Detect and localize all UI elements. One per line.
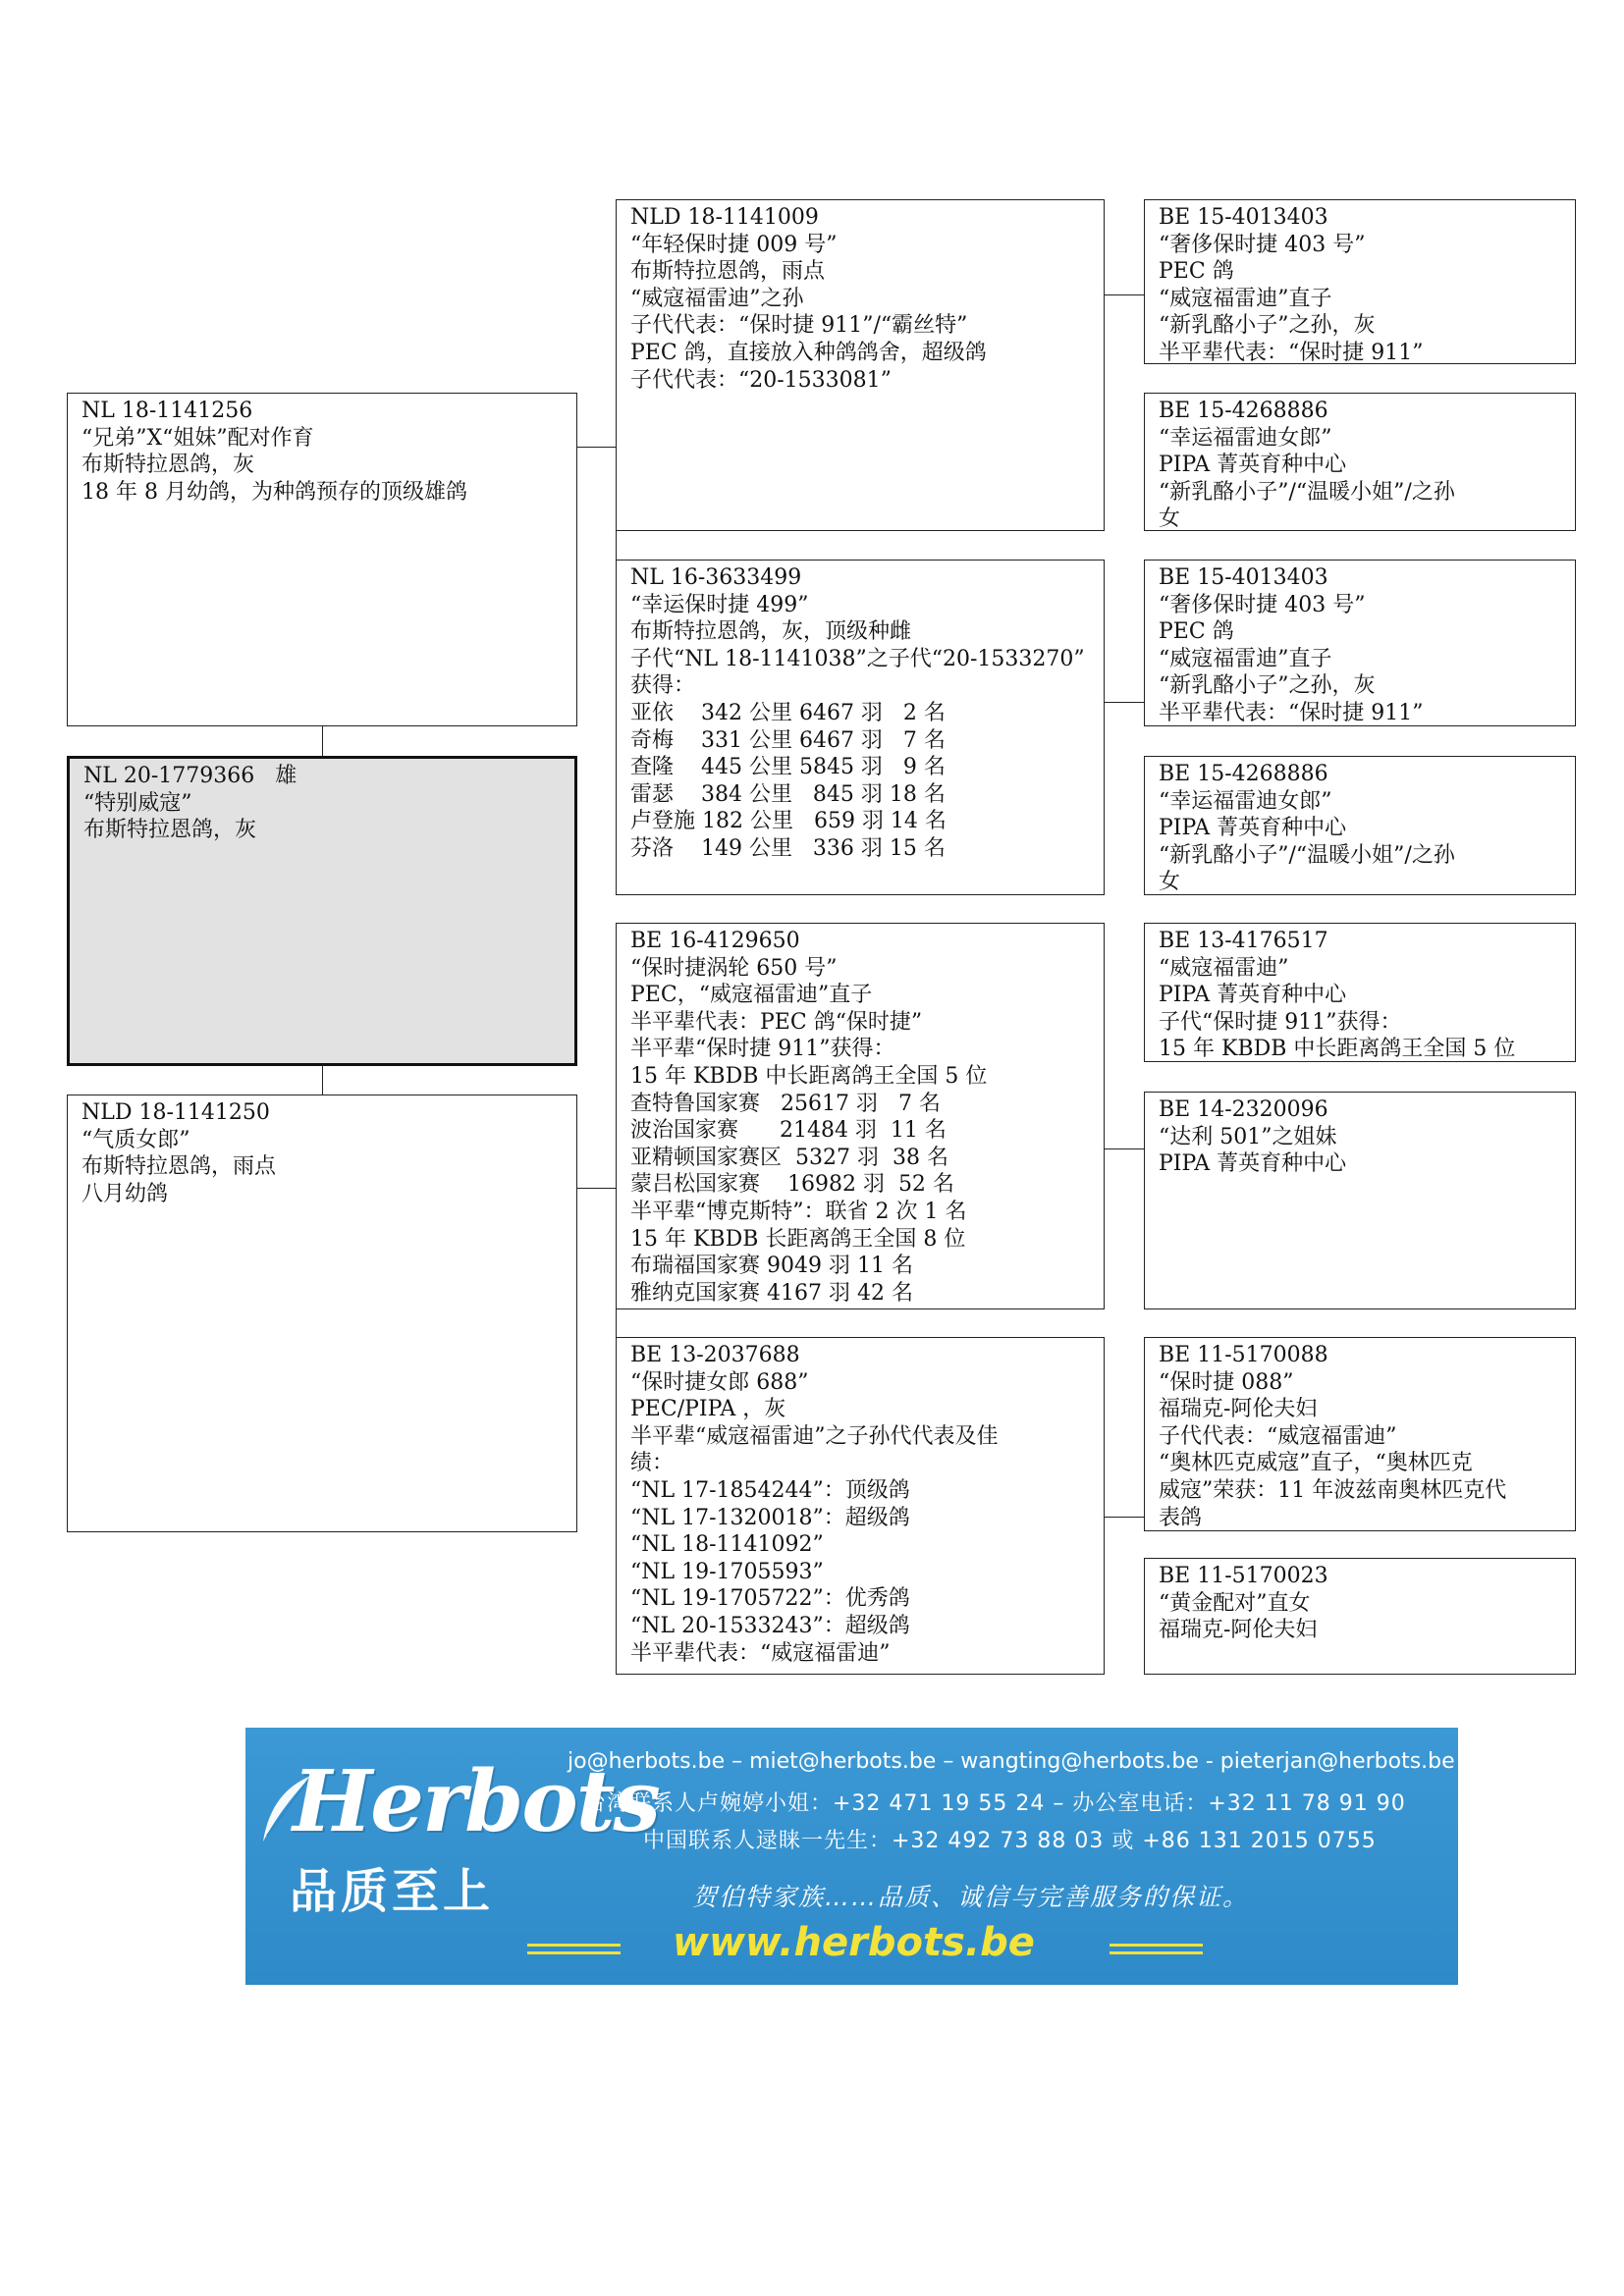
- pedigree-line: BE 15-4268886: [1159, 762, 1328, 786]
- pedigree-line: BE 15-4013403: [1159, 205, 1328, 230]
- pedigree-line: “幸运福雷迪女郎”: [1159, 425, 1332, 451]
- ss-dam-box: [1144, 393, 1576, 531]
- pedigree-line: 半平辈“保时捷 911”获得：: [630, 1037, 895, 1062]
- pedigree-line: BE 16-4129650: [630, 929, 800, 953]
- pedigree-line: 布斯特拉恩鸽，灰，顶级种雌: [630, 619, 912, 645]
- ds-dam-box: [1144, 1092, 1576, 1309]
- pedigree-line: “新乳酪小子”/“温暖小姐”/之孙: [1159, 479, 1455, 505]
- pedigree-line: “黄金配对”直女: [1159, 1590, 1311, 1616]
- pedigree-line: “新乳酪小子”/“温暖小姐”/之孙: [1159, 842, 1455, 868]
- pedigree-line: NL 16-3633499: [630, 565, 802, 590]
- pedigree-line: 查特鲁国家赛 25617 羽 7 名: [630, 1091, 941, 1116]
- pedigree-line: NLD 18-1141250: [81, 1100, 270, 1125]
- pedigree-line: 芬洛 149 公里 336 羽 15 名: [630, 835, 946, 861]
- brand-slogan: 品质至上: [290, 1864, 495, 1919]
- pedigree-line: “新乳酪小子”之孙，灰: [1159, 673, 1376, 699]
- website-deco-right: [1110, 1944, 1203, 1947]
- sire-sire-box: [616, 199, 1105, 531]
- pedigree-line: 布斯特拉恩鸽，灰: [81, 453, 255, 478]
- pedigree-line: “NL 18-1141092”: [630, 1532, 824, 1558]
- pedigree-line: PEC，“威寇福雷迪”直子: [630, 983, 873, 1008]
- pedigree-line: NLD 18-1141009: [630, 205, 819, 230]
- pedigree-line: “兄弟”X“姐妹”配对作育: [81, 425, 314, 451]
- pedigree-line: “威寇福雷迪”: [1159, 955, 1289, 981]
- sire-dam-box: [616, 560, 1105, 895]
- pedigree-line: 子代“保时捷 911”获得：: [1159, 1009, 1402, 1035]
- pedigree-line: “威寇福雷迪”直子: [1159, 646, 1332, 671]
- pedigree-line: 亚依 342 公里 6467 羽 2 名: [630, 700, 946, 725]
- pedigree-line: BE 15-4268886: [1159, 399, 1328, 423]
- pedigree-line: 表鸽: [1159, 1505, 1203, 1530]
- pedigree-line: BE 11-5170023: [1159, 1564, 1328, 1588]
- pedigree-line: “奢侈保时捷 403 号”: [1159, 592, 1366, 617]
- pedigree-line: 子代“NL 18-1141038”之子代“20-1533270”: [630, 646, 1085, 671]
- pedigree-line: 15 年 KBDB 长距离鸽王全国 8 位: [630, 1226, 966, 1252]
- contact-china: 中国联系人逯睐一先生：+32 492 73 88 03 或 +86 131 2015 0755: [643, 1829, 1377, 1853]
- brand-logo: Herbots: [293, 1752, 659, 1851]
- pedigree-line: PEC/PIPA ，灰: [630, 1397, 786, 1422]
- pedigree-line: 查隆 445 公里 5845 羽 9 名: [630, 755, 946, 780]
- dd-sire-box: [1144, 1337, 1576, 1531]
- website-deco-right: [1110, 1951, 1203, 1954]
- pedigree-line: “保时捷 088”: [1159, 1369, 1294, 1395]
- pedigree-line: BE 11-5170088: [1159, 1343, 1328, 1367]
- pedigree-line: “NL 20-1533243”：超级鸽: [630, 1613, 910, 1638]
- pedigree-line: 半平辈代表：“威寇福雷迪”: [630, 1640, 891, 1666]
- pedigree-line: 波治国家赛 21484 羽 11 名: [630, 1118, 947, 1144]
- subject-box: [67, 756, 577, 1066]
- pedigree-line: “特别威寇”: [83, 790, 192, 816]
- website-deco-left: [527, 1951, 621, 1954]
- pedigree-line: 布瑞福国家赛 9049 羽 11 名: [630, 1254, 913, 1279]
- ss-sire-box: [1144, 199, 1576, 364]
- pedigree-line: “幸运福雷迪女郎”: [1159, 788, 1332, 814]
- pedigree-line: 八月幼鸽: [81, 1181, 169, 1206]
- pedigree-line: PIPA 菁英育种中心: [1159, 453, 1347, 478]
- pedigree-line: 半平辈“博克斯特”：联省 2 次 1 名: [630, 1199, 967, 1224]
- pedigree-line: “保时捷女郎 688”: [630, 1369, 809, 1395]
- pedigree-line: “年轻保时捷 009 号”: [630, 232, 838, 257]
- connector: [576, 447, 616, 448]
- connector: [322, 726, 323, 756]
- pedigree-line: PEC 鸽: [1159, 619, 1234, 645]
- pedigree-line: “奥林匹克威寇”直子，“奥林匹克: [1159, 1451, 1473, 1476]
- pedigree-line: 子代代表：“20-1533081”: [630, 367, 892, 393]
- footer-banner: [245, 1728, 1458, 1985]
- pedigree-line: “威寇福雷迪”之孙: [630, 286, 804, 311]
- pedigree-line: 15 年 KBDB 中长距离鸽王全国 5 位: [1159, 1037, 1516, 1062]
- connector: [1105, 702, 1144, 703]
- connector: [1105, 1517, 1144, 1518]
- pedigree-line: PEC 鸽: [1159, 259, 1234, 285]
- pedigree-line: “威寇福雷迪”直子: [1159, 286, 1332, 311]
- pedigree-line: BE 14-2320096: [1159, 1097, 1328, 1122]
- connector: [322, 1065, 323, 1095]
- pedigree-line: 奇梅 331 公里 6467 羽 7 名: [630, 727, 946, 753]
- pedigree-line: 获得：: [630, 673, 696, 699]
- sd-sire-box: [1144, 560, 1576, 726]
- pedigree-line: 女: [1159, 507, 1181, 531]
- pedigree-line: 半平辈“威寇福雷迪”之子孙代代表及佳: [630, 1423, 999, 1449]
- pedigree-line: “NL 17-1320018”：超级鸽: [630, 1505, 910, 1530]
- dam-dam-box: [616, 1337, 1105, 1675]
- contact-taiwan: 台湾联系人卢婉婷小姐：+32 471 19 55 24 – 办公室电话：+32 11 78 91 90: [584, 1791, 1406, 1816]
- pedigree-line: 亚精顿国家赛区 5327 羽 38 名: [630, 1145, 948, 1170]
- sd-dam-box: [1144, 756, 1576, 895]
- pedigree-line: 福瑞克-阿伦夫妇: [1159, 1397, 1318, 1422]
- pedigree-line: “NL 19-1705593”: [630, 1559, 824, 1584]
- dd-dam-box: [1144, 1558, 1576, 1675]
- pedigree-line: PIPA 菁英育种中心: [1159, 983, 1347, 1008]
- pedigree-line: “新乳酪小子”之孙，灰: [1159, 313, 1376, 339]
- footer-tagline: 贺伯特家族……品质、诚信与完善服务的保证。: [692, 1883, 1250, 1911]
- pedigree-line: “NL 19-1705722”：优秀鸽: [630, 1586, 910, 1612]
- pedigree-line: “NL 17-1854244”：顶级鸽: [630, 1477, 910, 1503]
- pedigree-line: NL 20-1779366 雄: [83, 764, 298, 788]
- pedigree-line: 15 年 KBDB 中长距离鸽王全国 5 位: [630, 1063, 988, 1089]
- pedigree-line: “奢侈保时捷 403 号”: [1159, 232, 1366, 257]
- pedigree-line: “达利 501”之姐妹: [1159, 1124, 1337, 1149]
- pedigree-line: “气质女郎”: [81, 1127, 190, 1152]
- pedigree-line: 威寇”荣获：11 年波兹南奥林匹克代: [1159, 1477, 1507, 1503]
- pedigree-line: BE 15-4013403: [1159, 565, 1328, 590]
- pedigree-line: “幸运保时捷 499”: [630, 592, 809, 617]
- pedigree-line: 子代代表：“威寇福雷迪”: [1159, 1423, 1397, 1449]
- pedigree-line: PEC 鸽，直接放入种鸽鸽舍，超级鸽: [630, 340, 987, 365]
- pedigree-line: 雅纳克国家赛 4167 羽 42 名: [630, 1280, 913, 1306]
- pedigree-line: 布斯特拉恩鸽，雨点: [81, 1154, 277, 1180]
- pedigree-line: 卢登施 182 公里 659 羽 14 名: [630, 809, 947, 834]
- pedigree-line: 福瑞克-阿伦夫妇: [1159, 1618, 1318, 1643]
- pedigree-line: 布斯特拉恩鸽，灰: [83, 818, 257, 843]
- pedigree-line: NL 18-1141256: [81, 399, 253, 423]
- pedigree-line: 布斯特拉恩鸽，雨点: [630, 259, 826, 285]
- dam-sire-box: [616, 923, 1105, 1309]
- dam-box: [67, 1095, 577, 1532]
- pedigree-line: 女: [1159, 870, 1181, 895]
- pedigree-line: 18 年 8 月幼鸽，为种鸽预存的顶级雄鸽: [81, 479, 467, 505]
- pedigree-line: PIPA 菁英育种中心: [1159, 816, 1347, 841]
- pedigree-line: PIPA 菁英育种中心: [1159, 1151, 1347, 1177]
- pedigree-line: BE 13-4176517: [1159, 929, 1328, 953]
- ds-sire-box: [1144, 923, 1576, 1062]
- pedigree-line: BE 13-2037688: [630, 1343, 800, 1367]
- connector: [576, 1188, 616, 1189]
- connector: [1105, 1148, 1144, 1149]
- pedigree-line: 蒙吕松国家赛 16982 羽 52 名: [630, 1172, 954, 1198]
- pedigree-line: 子代代表：“保时捷 911”/“霸丝特”: [630, 313, 968, 339]
- pedigree-line: 雷瑟 384 公里 845 羽 18 名: [630, 781, 946, 807]
- sire-box: [67, 393, 577, 726]
- pedigree-line: 半平辈代表：“保时捷 911”: [1159, 700, 1424, 725]
- pedigree-line: 半平辈代表：“保时捷 911”: [1159, 340, 1424, 364]
- pedigree-line: 半平辈代表：PEC 鸽“保时捷”: [630, 1009, 923, 1035]
- website-deco-left: [527, 1944, 621, 1947]
- pedigree-line: “保时捷涡轮 650 号”: [630, 955, 838, 981]
- connector: [1105, 294, 1144, 295]
- pedigree-line: 绩：: [630, 1451, 675, 1476]
- website-link[interactable]: www.herbots.be: [673, 1920, 1035, 1965]
- footer-emails[interactable]: jo@herbots.be – miet@herbots.be – wangting@herbots.be - pieterjan@herbots.be: [568, 1749, 1455, 1774]
